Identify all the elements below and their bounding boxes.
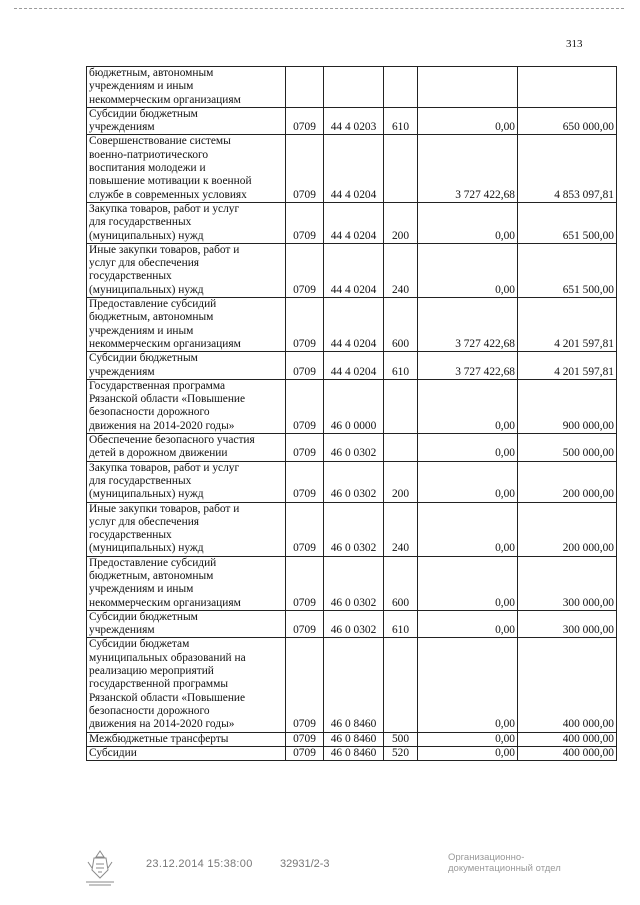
row-amount-1: 0,00 bbox=[418, 202, 518, 243]
row-expense-type: 610 bbox=[384, 610, 418, 638]
page-footer bbox=[80, 848, 620, 888]
row-amount-1: 0,00 bbox=[418, 746, 518, 760]
row-section-code: 0709 bbox=[286, 243, 324, 297]
row-section-code: 0709 bbox=[286, 352, 324, 380]
row-amount-1: 0,00 bbox=[418, 434, 518, 462]
row-expense-type: 500 bbox=[384, 732, 418, 746]
row-amount-1: 3 727 422,68 bbox=[418, 352, 518, 380]
row-target-code: 46 0 0000 bbox=[324, 379, 384, 433]
document-id: 32931/2-3 bbox=[280, 858, 330, 870]
row-amount-2: 400 000,00 bbox=[518, 732, 617, 746]
row-section-code: 0709 bbox=[286, 135, 324, 202]
table-row bbox=[87, 298, 617, 352]
row-description: Межбюджетные трансферты bbox=[87, 732, 286, 746]
row-description: Субсидии бюджетным учреждениям bbox=[87, 352, 286, 380]
row-amount-1: 0,00 bbox=[418, 610, 518, 638]
row-description: Совершенствование системы военно-патриотического воспитания молодежи и повышение мотивации к военной службе в современных условиях bbox=[87, 135, 286, 202]
table-row bbox=[87, 556, 617, 610]
row-amount-1: 0,00 bbox=[418, 107, 518, 135]
table-row bbox=[87, 379, 617, 433]
row-section-code: 0709 bbox=[286, 638, 324, 732]
row-amount-2: 400 000,00 bbox=[518, 746, 617, 760]
row-expense-type bbox=[384, 135, 418, 202]
row-target-code: 44 4 0203 bbox=[324, 107, 384, 135]
row-target-code: 44 4 0204 bbox=[324, 298, 384, 352]
row-section-code: 0709 bbox=[286, 298, 324, 352]
row-expense-type: 600 bbox=[384, 298, 418, 352]
row-expense-type bbox=[384, 67, 418, 108]
row-section-code bbox=[286, 67, 324, 108]
row-description: Субсидии бюджетным учреждениям bbox=[87, 610, 286, 638]
row-target-code: 46 0 8460 bbox=[324, 746, 384, 760]
row-section-code: 0709 bbox=[286, 502, 324, 556]
row-description: Закупка товаров, работ и услуг для государственных (муниципальных) нужд bbox=[87, 461, 286, 502]
row-amount-1: 0,00 bbox=[418, 502, 518, 556]
row-expense-type: 610 bbox=[384, 352, 418, 380]
row-amount-2: 900 000,00 bbox=[518, 379, 617, 433]
row-description: Субсидии бюджетам муниципальных образований на реализацию мероприятий государственной программы Рязанской области «Повышение безопасности дорожного движения на 2014-2020 годы» bbox=[87, 638, 286, 732]
row-description: Субсидии bbox=[87, 746, 286, 760]
row-amount-2: 4 201 597,81 bbox=[518, 298, 617, 352]
row-target-code: 44 4 0204 bbox=[324, 135, 384, 202]
row-target-code: 44 4 0204 bbox=[324, 352, 384, 380]
row-description: Закупка товаров, работ и услуг для государственных (муниципальных) нужд bbox=[87, 202, 286, 243]
row-target-code: 44 4 0204 bbox=[324, 202, 384, 243]
row-target-code: 46 0 8460 bbox=[324, 638, 384, 732]
table-row bbox=[87, 746, 617, 760]
table-row bbox=[87, 243, 617, 297]
row-expense-type: 610 bbox=[384, 107, 418, 135]
row-description: Предоставление субсидий бюджетным, автономным учреждениям и иным некоммерческим организациям bbox=[87, 298, 286, 352]
row-description: Субсидии бюджетным учреждениям bbox=[87, 107, 286, 135]
row-amount-2: 651 500,00 bbox=[518, 243, 617, 297]
row-expense-type bbox=[384, 638, 418, 732]
table-row bbox=[87, 67, 617, 108]
budget-table bbox=[86, 66, 617, 761]
row-section-code: 0709 bbox=[286, 732, 324, 746]
table-row bbox=[87, 610, 617, 638]
row-target-code: 46 0 0302 bbox=[324, 461, 384, 502]
row-target-code: 46 0 0302 bbox=[324, 610, 384, 638]
row-amount-2: 4 201 597,81 bbox=[518, 352, 617, 380]
row-amount-1: 0,00 bbox=[418, 638, 518, 732]
stamp-timestamp: 23.12.2014 15:38:00 bbox=[146, 858, 253, 870]
row-expense-type: 240 bbox=[384, 243, 418, 297]
row-expense-type bbox=[384, 379, 418, 433]
row-target-code: 46 0 0302 bbox=[324, 502, 384, 556]
row-amount-1: 0,00 bbox=[418, 461, 518, 502]
row-description: бюджетным, автономным учреждениям и иным некоммерческим организациям bbox=[87, 67, 286, 108]
row-section-code: 0709 bbox=[286, 556, 324, 610]
table-row bbox=[87, 732, 617, 746]
row-amount-1: 3 727 422,68 bbox=[418, 298, 518, 352]
row-amount-1: 0,00 bbox=[418, 556, 518, 610]
row-section-code: 0709 bbox=[286, 107, 324, 135]
row-amount-2: 300 000,00 bbox=[518, 556, 617, 610]
row-expense-type: 240 bbox=[384, 502, 418, 556]
row-amount-2: 4 853 097,81 bbox=[518, 135, 617, 202]
row-description: Предоставление субсидий бюджетным, автономным учреждениям и иным некоммерческим организациям bbox=[87, 556, 286, 610]
row-target-code: 46 0 8460 bbox=[324, 732, 384, 746]
table-row bbox=[87, 107, 617, 135]
row-section-code: 0709 bbox=[286, 461, 324, 502]
coat-of-arms-icon bbox=[80, 848, 120, 888]
row-amount-2: 200 000,00 bbox=[518, 502, 617, 556]
row-amount-2 bbox=[518, 67, 617, 108]
row-section-code: 0709 bbox=[286, 610, 324, 638]
row-amount-2: 651 500,00 bbox=[518, 202, 617, 243]
table-row bbox=[87, 461, 617, 502]
row-target-code: 46 0 0302 bbox=[324, 434, 384, 462]
row-section-code: 0709 bbox=[286, 746, 324, 760]
row-target-code: 46 0 0302 bbox=[324, 556, 384, 610]
row-expense-type: 200 bbox=[384, 461, 418, 502]
row-section-code: 0709 bbox=[286, 379, 324, 433]
row-amount-1: 0,00 bbox=[418, 243, 518, 297]
row-description: Иные закупки товаров, работ и услуг для обеспечения государственных (муниципальных) нужд bbox=[87, 243, 286, 297]
row-description: Иные закупки товаров, работ и услуг для обеспечения государственных (муниципальных) нужд bbox=[87, 502, 286, 556]
row-expense-type: 600 bbox=[384, 556, 418, 610]
row-amount-2: 650 000,00 bbox=[518, 107, 617, 135]
row-amount-2: 400 000,00 bbox=[518, 638, 617, 732]
page-number: 313 bbox=[566, 38, 583, 50]
row-description: Обеспечение безопасного участия детей в дорожном движении bbox=[87, 434, 286, 462]
table-row bbox=[87, 352, 617, 380]
row-target-code bbox=[324, 67, 384, 108]
table-row bbox=[87, 135, 617, 202]
row-amount-1 bbox=[418, 67, 518, 108]
row-amount-1: 3 727 422,68 bbox=[418, 135, 518, 202]
scan-top-edge-line bbox=[14, 8, 624, 9]
table-row bbox=[87, 502, 617, 556]
table-row bbox=[87, 434, 617, 462]
row-amount-1: 0,00 bbox=[418, 379, 518, 433]
table-row bbox=[87, 202, 617, 243]
row-section-code: 0709 bbox=[286, 434, 324, 462]
row-section-code: 0709 bbox=[286, 202, 324, 243]
department-stamp: Организационно- документационный отдел bbox=[448, 852, 561, 874]
row-amount-1: 0,00 bbox=[418, 732, 518, 746]
row-target-code: 44 4 0204 bbox=[324, 243, 384, 297]
row-amount-2: 200 000,00 bbox=[518, 461, 617, 502]
row-expense-type: 520 bbox=[384, 746, 418, 760]
row-amount-2: 300 000,00 bbox=[518, 610, 617, 638]
row-expense-type: 200 bbox=[384, 202, 418, 243]
row-amount-2: 500 000,00 bbox=[518, 434, 617, 462]
row-expense-type bbox=[384, 434, 418, 462]
table-row bbox=[87, 638, 617, 732]
row-description: Государственная программа Рязанской области «Повышение безопасности дорожного движения на 2014-2020 годы» bbox=[87, 379, 286, 433]
